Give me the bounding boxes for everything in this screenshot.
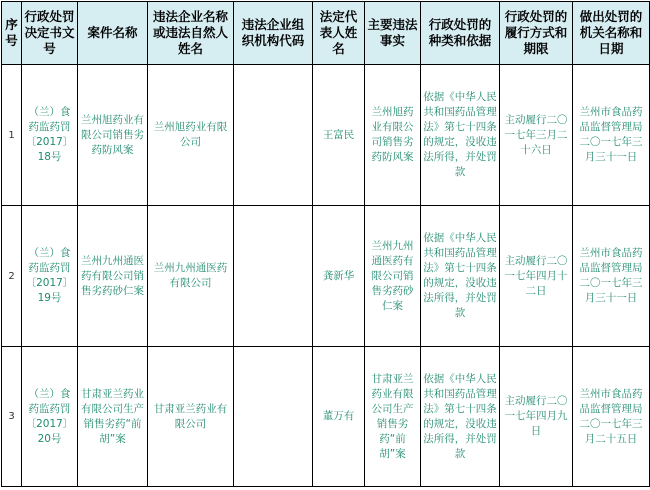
cell-index: 2 xyxy=(2,206,22,347)
cell-legal-rep: 王富民 xyxy=(313,65,365,206)
cell-execution: 主动履行二〇一七年四月九日 xyxy=(500,347,573,487)
cell-legal-rep: 董万有 xyxy=(313,347,365,487)
cell-penalty: 依据《中华人民共和国药品管理法》第七十四条的规定，没收违法所得，并处罚款 xyxy=(421,206,500,347)
table-header-row xyxy=(2,2,650,65)
column-header-facts: 主要违法事实 xyxy=(365,2,421,65)
cell-company: 兰州九州通医药有限公司 xyxy=(148,206,234,347)
cell-index: 3 xyxy=(2,347,22,487)
column-header-execution: 行政处罚的履行方式和期限 xyxy=(500,2,573,65)
cell-authority: 兰州市食品药品监督管理局 二〇一七年三月三十一日 xyxy=(573,206,650,347)
cell-org-code xyxy=(234,347,313,487)
cell-org-code xyxy=(234,65,313,206)
cell-doc-no: （兰）食药监药罚〔2017〕19号 xyxy=(22,206,78,347)
cell-company: 甘肃亚兰药业有限公司 xyxy=(148,347,234,487)
column-header-doc-no: 行政处罚决定书文号 xyxy=(22,2,78,65)
column-header-index: 序号 xyxy=(2,2,22,65)
cell-case-name: 兰州旭药业有限公司销售劣药防风案 xyxy=(78,65,148,206)
cell-authority: 兰州市食品药品监督管理局 二〇一七年三月三十一日 xyxy=(573,65,650,206)
column-header-legal-rep: 法定代表人姓名 xyxy=(313,2,365,65)
cell-penalty: 依据《中华人民共和国药品管理法》第七十四条的规定，没收违法所得，并处罚款 xyxy=(421,347,500,487)
cell-legal-rep: 龚新华 xyxy=(313,206,365,347)
cell-case-name: 兰州九州通医药有限公司销售劣药砂仁案 xyxy=(78,206,148,347)
cell-facts: 甘肃亚兰药业有限公司生产销售劣药“前胡”案 xyxy=(365,347,421,487)
cell-case-name: 甘肃亚兰药业有限公司生产销售劣药“前胡”案 xyxy=(78,347,148,487)
cell-facts: 兰州旭药业有限公司销售劣药防风案 xyxy=(365,65,421,206)
penalty-disclosure-table xyxy=(1,1,650,487)
column-header-case-name: 案件名称 xyxy=(78,2,148,65)
cell-company: 兰州旭药业有限公司 xyxy=(148,65,234,206)
cell-doc-no: （兰）食药监药罚〔2017〕18号 xyxy=(22,65,78,206)
cell-org-code xyxy=(234,206,313,347)
cell-execution: 主动履行二〇一七年三月二十六日 xyxy=(500,65,573,206)
column-header-company: 违法企业名称或违法自然人姓名 xyxy=(148,2,234,65)
column-header-penalty: 行政处罚的种类和依据 xyxy=(421,2,500,65)
column-header-authority: 做出处罚的机关名称和日期 xyxy=(573,2,650,65)
table-row xyxy=(2,65,650,206)
cell-execution: 主动履行二〇一七年四月十二日 xyxy=(500,206,573,347)
cell-penalty: 依据《中华人民共和国药品管理法》第七十四条的规定，没收违法所得，并处罚款 xyxy=(421,65,500,206)
cell-facts: 兰州九州通医药有限公司销售劣药砂仁案 xyxy=(365,206,421,347)
cell-index: 1 xyxy=(2,65,22,206)
table-row xyxy=(2,206,650,347)
cell-authority: 兰州市食品药品监督管理局 二〇一七年三月二十五日 xyxy=(573,347,650,487)
column-header-org-code: 违法企业组织机构代码 xyxy=(234,2,313,65)
cell-doc-no: （兰）食药监药罚〔2017〕20号 xyxy=(22,347,78,487)
table-row xyxy=(2,347,650,487)
